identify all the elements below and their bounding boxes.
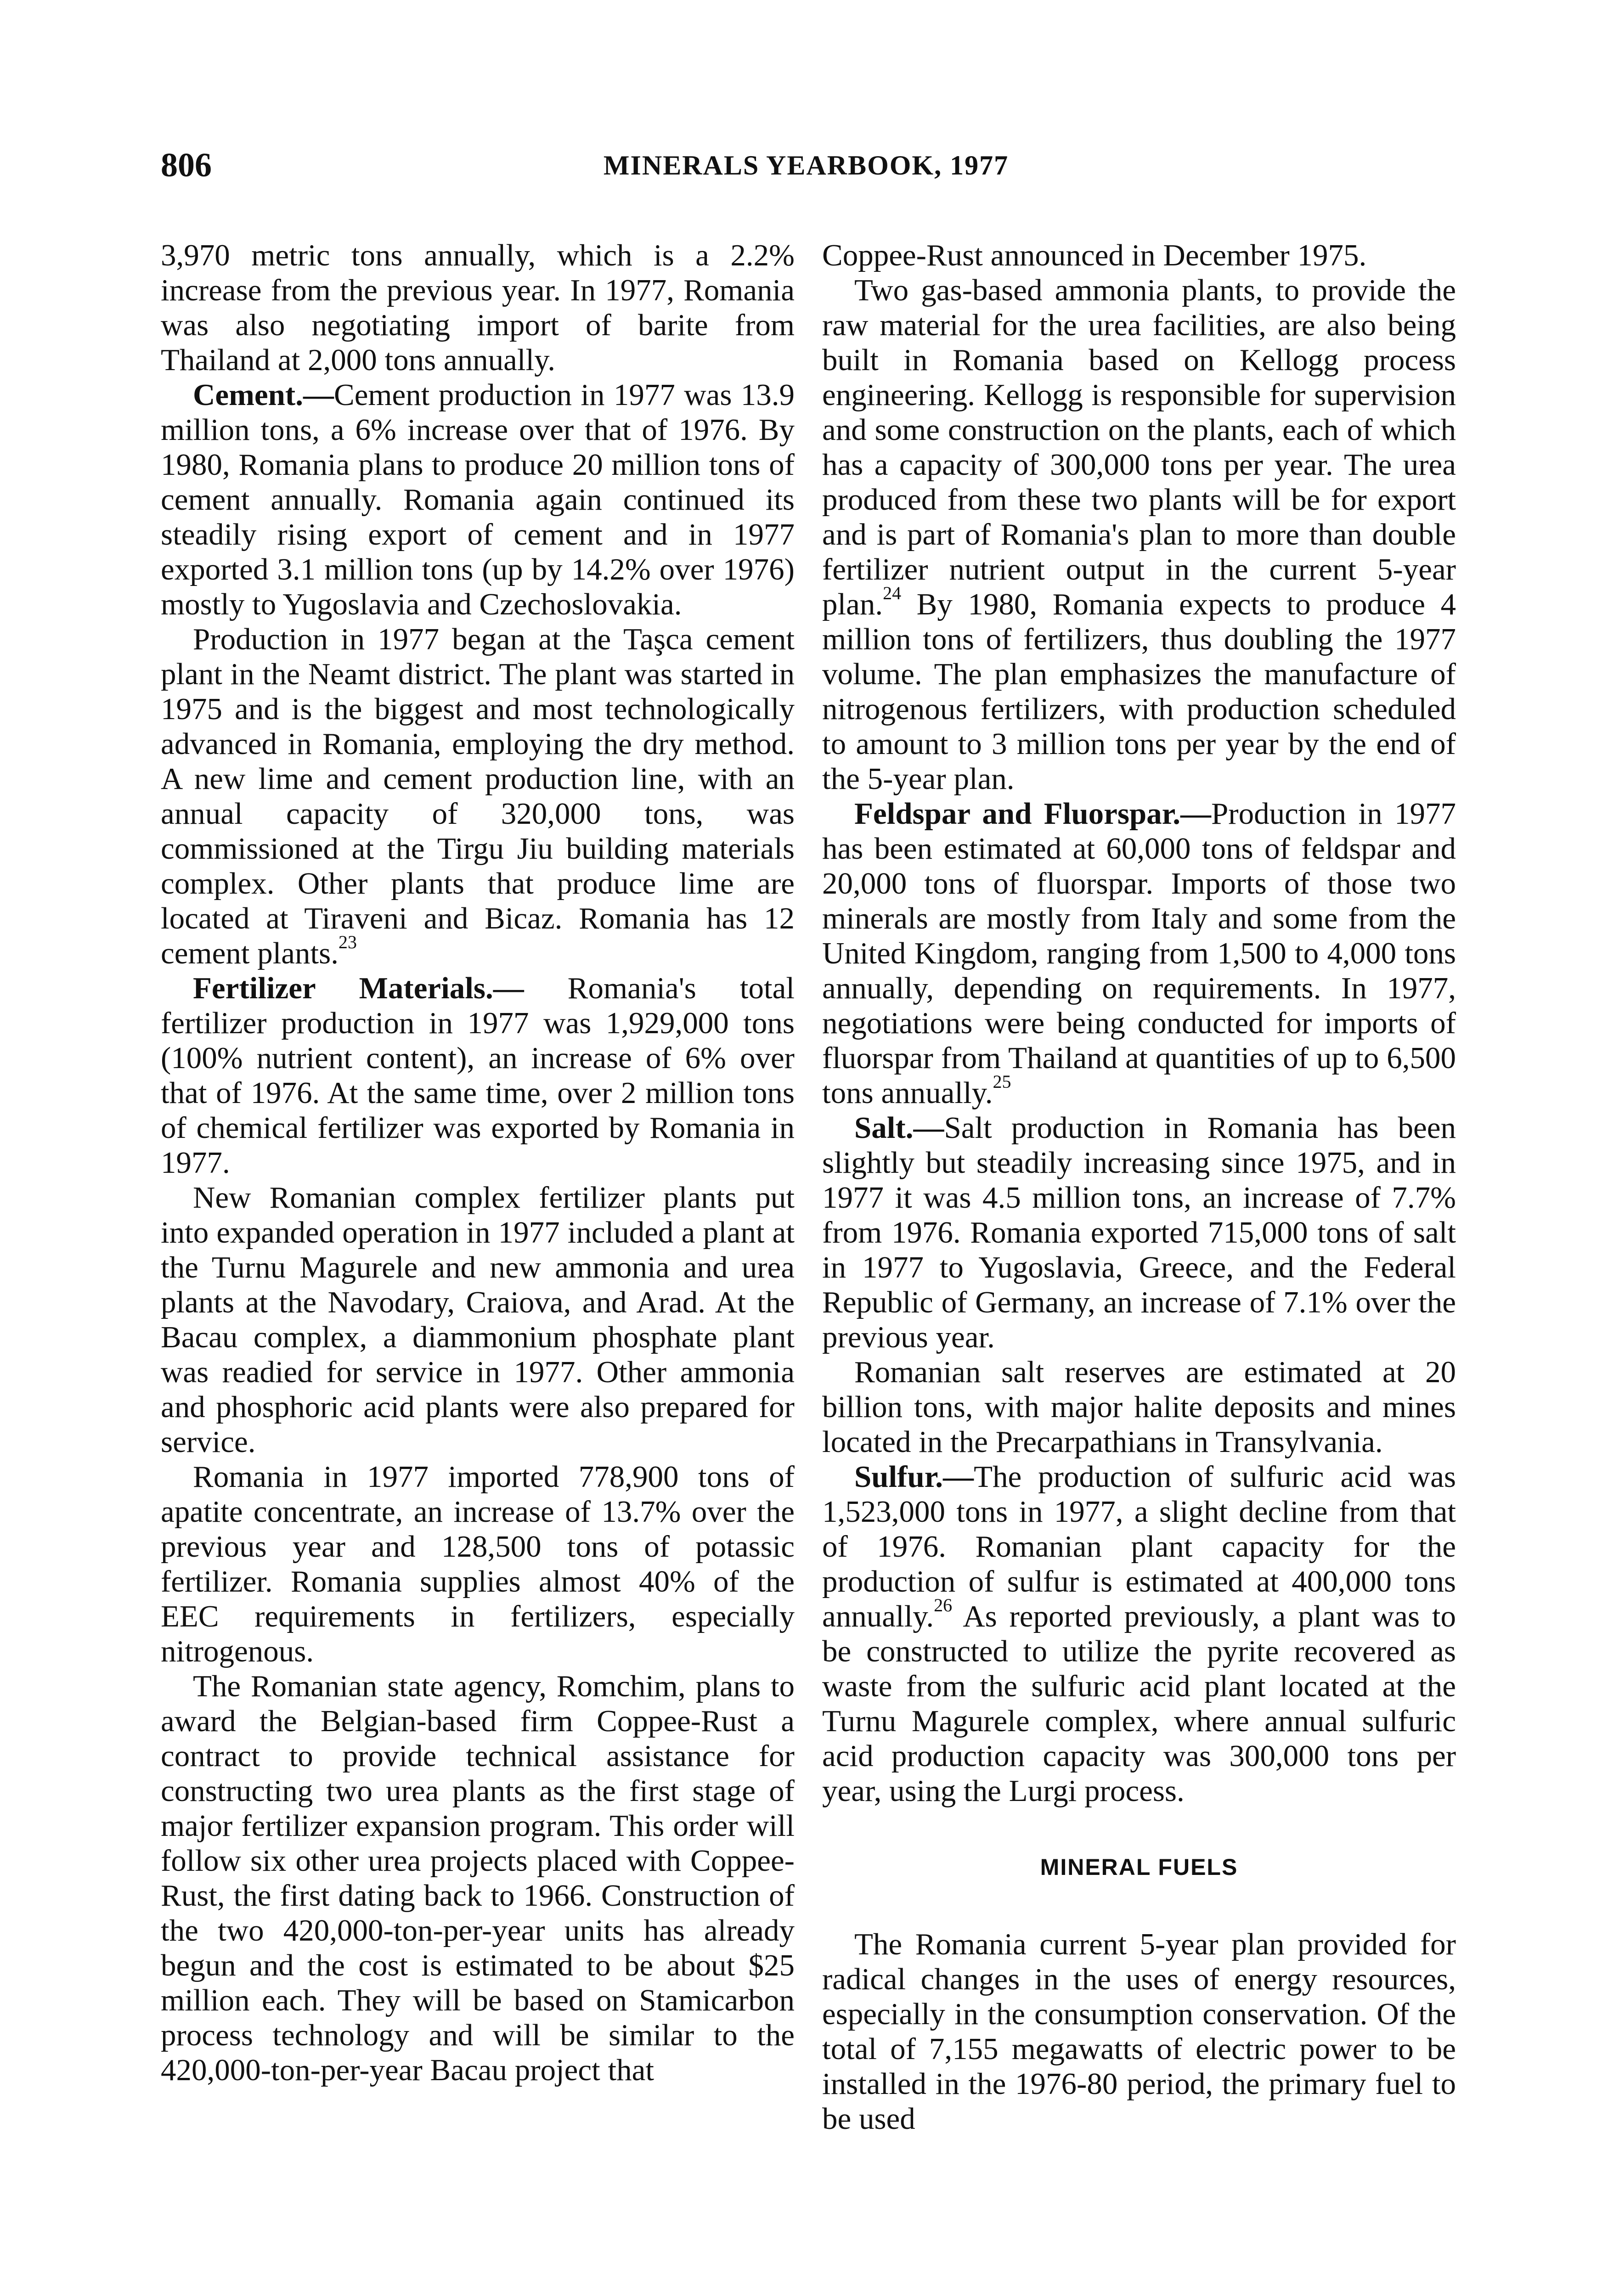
sulfur-text-b: As reported previously, a plant was to be constructed to utilize the pyrite recovered as waste from the sulfuric acid plant located at the Turnu Magurele complex, where annual sulfuric acid production capacity was 300,000 tons per year, using the Lurgi process. <box>822 1599 1456 1808</box>
paragraph-romchim: The Romanian state agency, Romchim, plans to award the Belgian-based firm Coppee-Rust a contract to provide technical assistance for constructing two urea plants as the first stage of major fertilizer expansion program. This order will follow six other urea projects placed with Coppee-Rust, the first dating back to 1966. Construction of the two 420,000-ton-per-year units has already begun and the cost is estimated to be about $25 million each. They will be based on Stamicarbon process technology and will be similar to the 420,000-ton-per-year Bacau project that <box>161 1669 795 2087</box>
right-column <box>822 238 1456 2136</box>
page-number: 806 <box>161 146 212 184</box>
paragraph-salt <box>822 1110 1456 1355</box>
salt-heading: Salt.— <box>854 1111 944 1145</box>
salt-text: Salt production in Romania has been slightly but steadily increasing since 1975, and in 1977 it was 4.5 million tons, an increase of 7.7% from 1976. Romania exported 715,000 tons of salt in 1977 to Yugoslavia, Greece, and the Federal Republic of Germany, an increase of 7.1% over the previous year. <box>822 1111 1456 1354</box>
paragraph-apatite-imports: Romania in 1977 imported 778,900 tons of apatite concentrate, an increase of 13.7% over the previous year and 128,500 tons of potassic fertilizer. Romania supplies almost 40% of the EEC requirements in fertilizers, especially nitrogenous. <box>161 1460 795 1668</box>
sulfur-heading: Sulfur.— <box>854 1460 974 1494</box>
paragraph-fertilizer <box>161 971 795 1180</box>
feldspar-text: Production in 1977 has been estimated at 60,000 tons of feldspar and 20,000 tons of fluorspar. Imports of those two minerals are mostly from Italy and some from the United Kingdom, ranging from 1,500 to 4,000 tons annually, depending on requirements. In 1977, negotiations were being conducted for imports of fluorspar from Thailand at quantities of up to 6,500 tons annually. <box>822 797 1456 1110</box>
paragraph-feldspar-fluorspar <box>822 796 1456 1110</box>
fertilizer-heading: Fertilizer Materials.— <box>193 971 524 1005</box>
left-column <box>161 238 795 2088</box>
cement-heading: Cement.— <box>193 378 334 412</box>
ammonia-text-b: By 1980, Romania expects to produce 4 million tons of fertilizers, thus doubling the 1977 volume. The plan emphasizes the manufacture of nitrogenous fertilizers, with production scheduled to amount to 3 million tons per year by the end of the 5-year plan. <box>822 587 1456 796</box>
paragraph-tasca-plant <box>161 622 795 971</box>
paragraph-mineral-fuels: The Romania current 5-year plan provided for radical changes in the uses of energy resources, especially in the consumption conservation. Of the total of 7,155 megawatts of electric power to be installed in the 1976-80 period, the primary fuel to be used <box>822 1927 1456 2136</box>
paragraph-sulfur <box>822 1459 1456 1808</box>
paragraph-cement <box>161 377 795 622</box>
footnote-ref-26: 26 <box>934 1594 953 1615</box>
footnote-ref-24: 24 <box>883 582 902 603</box>
paragraph-coppee-rust-continuation: Coppee-Rust announced in December 1975. <box>822 238 1367 272</box>
sulfur-text-a: The production of sulfuric acid was 1,523,000 tons in 1977, a slight decline from that of 1976. Romanian plant capacity for the production of sulfur is estimated at 400,000 tons annually. <box>822 1460 1456 1633</box>
paragraph-new-fertilizer-plants: New Romanian complex fertilizer plants put into expanded operation in 1977 included a plant at the Turnu Magurele and new ammonia and urea plants at the Navodary, Craiova, and Arad. At the Bacau complex, a diammonium phosphate plant was readied for service in 1977. Other ammonia and phosphoric acid plants were also prepared for service. <box>161 1181 795 1459</box>
cement-text: Cement production in 1977 was 13.9 million tons, a 6% increase over that of 1976. By 1980, Romania plans to produce 20 million tons of cement annually. Romania again continued its steadily rising export of cement and in 1977 exported 3.1 million tons (up by 14.2% over 1976) mostly to Yugoslavia and Czechoslovakia. <box>161 378 795 621</box>
page-header <box>161 142 1451 197</box>
fertilizer-text: Romania's total fertilizer production in 1977 was 1,929,000 tons (100% nutrient content), an increase of 6% over that of 1976. At the same time, over 2 million tons of chemical fertilizer was exported by Romania in 1977. <box>161 971 795 1180</box>
footnote-ref-25: 25 <box>993 1071 1011 1092</box>
paragraph-salt-reserves: Romanian salt reserves are estimated at 20 billion tons, with major halite deposits and mines located in the Precarpathians in Transylvania. <box>822 1355 1456 1459</box>
paragraph-barite-continuation: 3,970 metric tons annually, which is a 2.2% increase from the previous year. In 1977, Romania was also negotiating import of barite from Thailand at 2,000 tons annually. <box>161 238 795 377</box>
running-head: MINERALS YEARBOOK, 1977 <box>603 150 1009 180</box>
feldspar-heading: Feldspar and Fluorspar.— <box>854 797 1211 831</box>
paragraph-ammonia-plants <box>822 273 1456 796</box>
tasca-text: Production in 1977 began at the Taşca cement plant in the Neamt district. The plant was started in 1975 and is the biggest and most technologically advanced in Romania, employing the dry method. A new lime and cement production line, with an annual capacity of 320,000 tons, was commissioned at the Tirgu Jiu building materials complex. Other plants that produce lime are located at Tiraveni and Bicaz. Romania has 12 cement plants. <box>161 622 795 970</box>
ammonia-text-a: Two gas-based ammonia plants, to provide the raw material for the urea facilities, are also being built in Romania based on Kellogg process engineering. Kellogg is responsible for supervision and some construction on the plants, each of which has a capacity of 300,000 tons per year. The urea produced from these two plants will be for export and is part of Romania's plan to more than double fertilizer nutrient output in the current 5-year plan. <box>822 273 1456 621</box>
section-heading-mineral-fuels: MINERAL FUELS <box>1040 1854 1238 1880</box>
footnote-ref-23: 23 <box>338 931 357 952</box>
